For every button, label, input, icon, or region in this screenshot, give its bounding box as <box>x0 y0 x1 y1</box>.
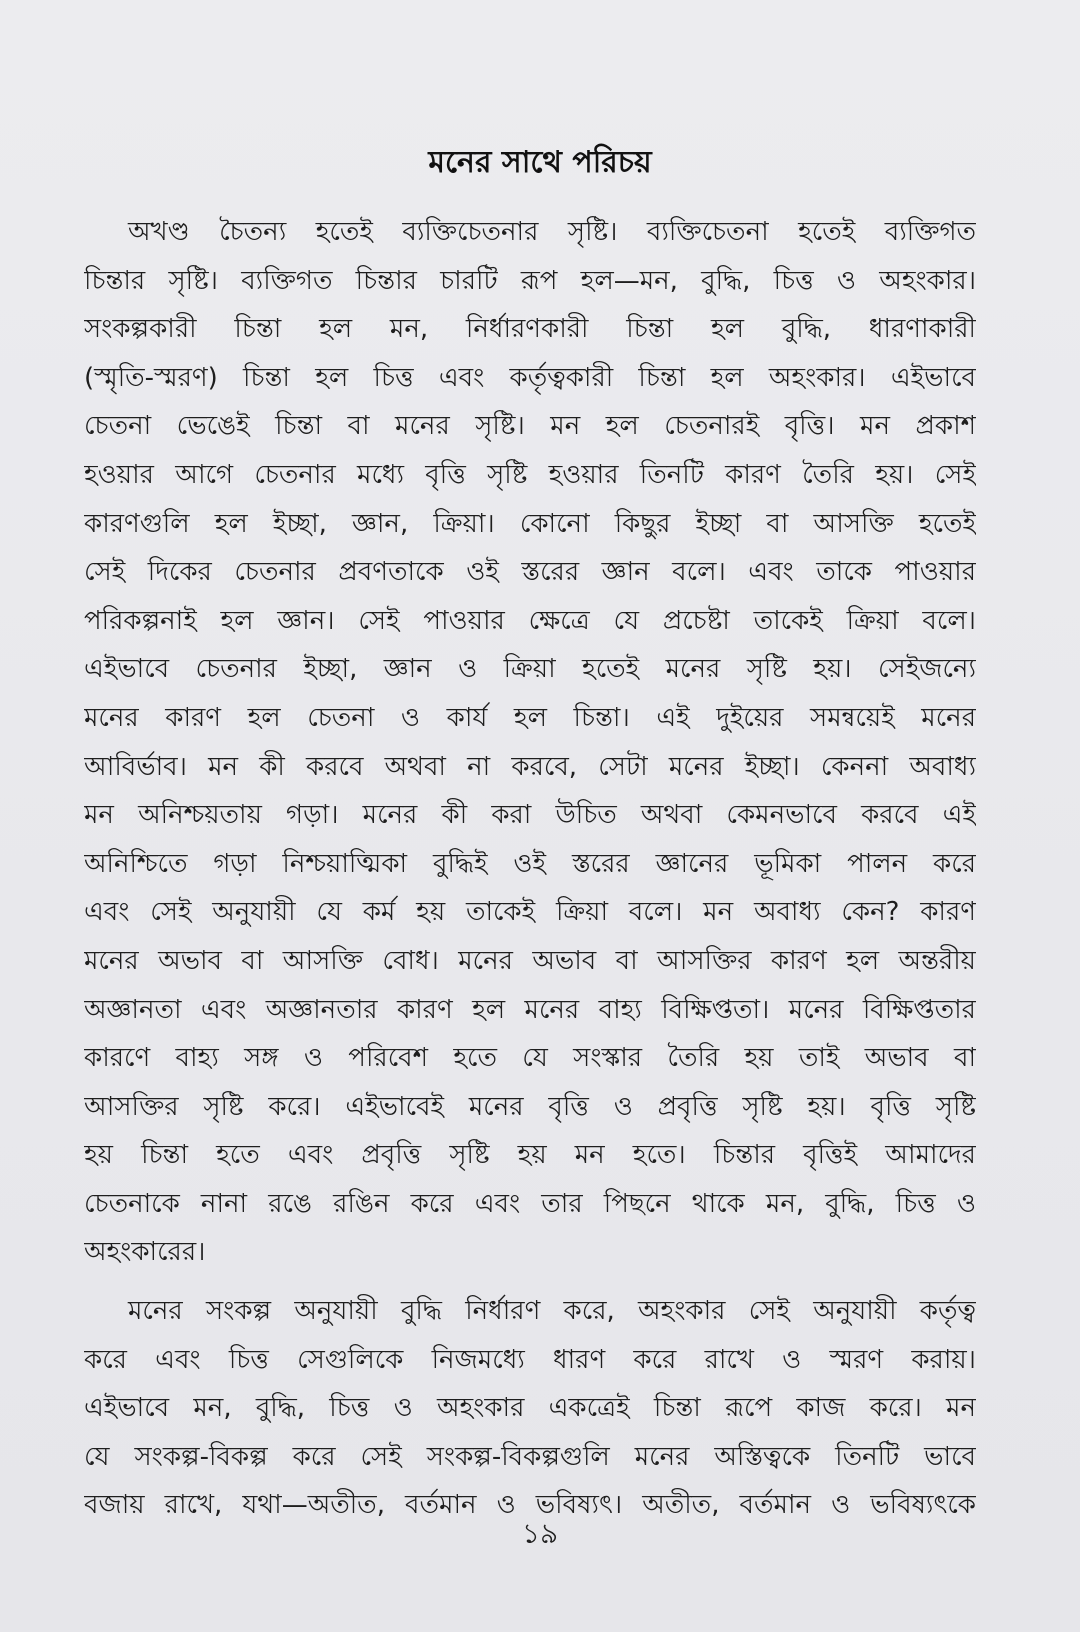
text-line: আবির্ভাব। মন কী করবে অথবা না করবে, সেটা মনের ইচ্ছা। কেননা অবাধ্য <box>84 751 976 782</box>
text-line: এইভাবে মন, বুদ্ধি, চিত্ত ও অহংকার একত্রেই চিন্তা রূপে কাজ করে। মন <box>84 1393 976 1424</box>
text-line: এবং সেই অনুযায়ী যে কর্ম হয় তাকেই ক্রিয়া বলে। মন অবাধ্য কেন? কারণ <box>84 897 976 928</box>
text-line: মন অনিশ্চয়তায় গড়া। মনের কী করা উচিত অথবা কেমনভাবে করবে এই <box>84 800 976 831</box>
text-line: করে এবং চিত্ত সেগুলিকে নিজমধ্যে ধারণ করে রাখে ও স্মরণ করায়। <box>84 1344 976 1375</box>
text-line: চেতনা ভেঙেই চিন্তা বা মনের সৃষ্টি। মন হল চেতনারই বৃত্তি। মন প্রকাশ <box>84 411 976 442</box>
text-line: চিন্তার সৃষ্টি। ব্যক্তিগত চিন্তার চারটি রূপ হল—মন, বুদ্ধি, চিত্ত ও অহংকার। <box>84 265 976 296</box>
paragraph-1 <box>84 208 976 1277</box>
text-line: চেতনাকে নানা রঙে রঙিন করে এবং তার পিছনে থাকে মন, বুদ্ধি, চিত্ত ও <box>84 1188 976 1219</box>
text-line: অজ্ঞানতা এবং অজ্ঞানতার কারণ হল মনের বাহ্য বিক্ষিপ্ততা। মনের বিক্ষিপ্ততার <box>84 994 976 1025</box>
text-line: অহংকারের। <box>84 1237 206 1268</box>
text-line: এইভাবে চেতনার ইচ্ছা, জ্ঞান ও ক্রিয়া হতেই মনের সৃষ্টি হয়। সেইজন্যে <box>84 654 976 685</box>
text-line: আসক্তির সৃষ্টি করে। এইভাবেই মনের বৃত্তি ও প্রবৃত্তি সৃষ্টি হয়। বৃত্তি সৃষ্টি <box>84 1091 976 1122</box>
text-line: মনের অভাব বা আসক্তি বোধ। মনের অভাব বা আসক্তির কারণ হল অন্তরীয় <box>84 945 976 976</box>
text-line: (স্মৃতি-স্মরণ) চিন্তা হল চিত্ত এবং কর্তৃত্বকারী চিন্তা হল অহংকার। এইভাবে <box>84 362 976 393</box>
text-line: হওয়ার আগে চেতনার মধ্যে বৃত্তি সৃষ্টি হওয়ার তিনটি কারণ তৈরি হয়। সেই <box>84 459 976 490</box>
text-line: বজায় রাখে, যথা—অতীত, বর্তমান ও ভবিষ্যৎ। অতীত, বর্তমান ও ভবিষ্যৎকে <box>84 1490 976 1521</box>
body-text <box>84 208 976 1530</box>
text-line: সংকল্পকারী চিন্তা হল মন, নির্ধারণকারী চিন্তা হল বুদ্ধি, ধারণাকারী <box>84 314 976 345</box>
text-line: পরিকল্পনাই হল জ্ঞান। সেই পাওয়ার ক্ষেত্রে যে প্রচেষ্টা তাকেই ক্রিয়া বলে। <box>84 605 976 636</box>
text-line: যে সংকল্প-বিকল্প করে সেই সংকল্প-বিকল্পগুলি মনের অস্তিত্বকে তিনটি ভাবে <box>84 1441 976 1472</box>
text-line: অনিশ্চিতে গড়া নিশ্চয়াত্মিকা বুদ্ধিই ওই স্তরের জ্ঞানের ভূমিকা পালন করে <box>84 848 976 879</box>
text-line: হয় চিন্তা হতে এবং প্রবৃত্তি সৃষ্টি হয় মন হতে। চিন্তার বৃত্তিই আমাদের <box>84 1140 976 1171</box>
paragraph-gap <box>84 1277 976 1287</box>
page-number: ১৯ <box>521 1517 559 1550</box>
paragraph-2 <box>84 1287 976 1530</box>
text-line: অখণ্ড চৈতন্য হতেই ব্যক্তিচেতনার সৃষ্টি। ব্যক্তিচেতনা হতেই ব্যক্তিগত <box>128 217 976 247</box>
text-line: মনের কারণ হল চেতনা ও কার্য হল চিন্তা। এই দুইয়ের সমন্বয়েই মনের <box>84 702 976 733</box>
text-line: কারণগুলি হল ইচ্ছা, জ্ঞান, ক্রিয়া। কোনো কিছুর ইচ্ছা বা আসক্তি হতেই <box>84 508 976 539</box>
text-line: সেই দিকের চেতনার প্রবণতাকে ওই স্তরের জ্ঞান বলে। এবং তাকে পাওয়ার <box>84 557 976 588</box>
page-title: মনের সাথে পরিচয় <box>428 145 652 180</box>
text-line: কারণে বাহ্য সঙ্গ ও পরিবেশ হতে যে সংস্কার তৈরি হয় তাই অভাব বা <box>84 1043 976 1074</box>
text-line: মনের সংকল্প অনুযায়ী বুদ্ধি নির্ধারণ করে, অহংকার সেই অনুযায়ী কর্তৃত্ব <box>128 1296 976 1327</box>
